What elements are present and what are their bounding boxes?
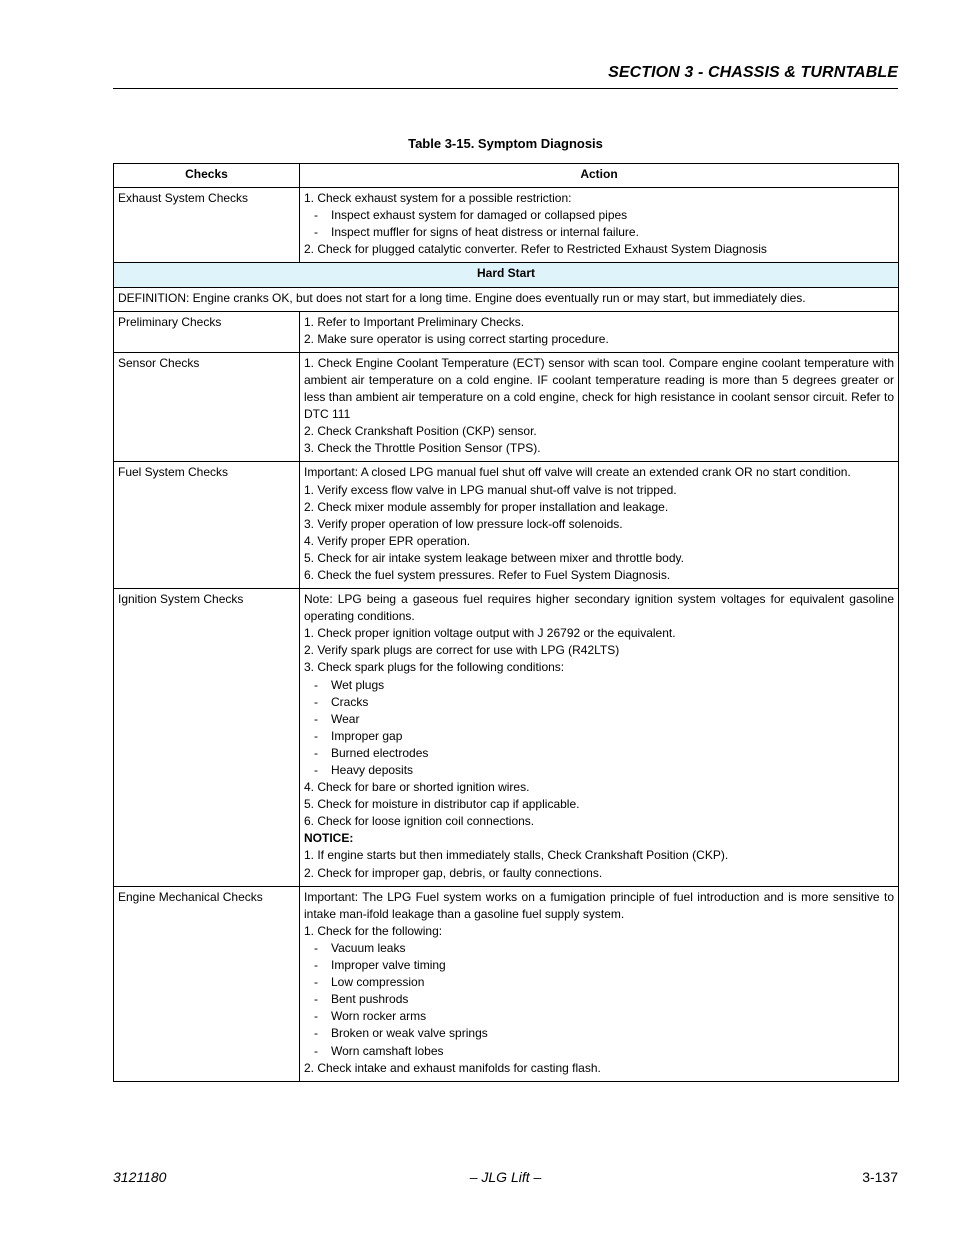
action-line: 2. Check for improper gap, debris, or faulty connections. <box>304 865 603 880</box>
table-row-preliminary <box>114 311 899 352</box>
notice-label: NOTICE: <box>304 831 354 846</box>
bullet-item: - Wear <box>314 711 360 726</box>
check-cell: Engine Mechanical Checks <box>114 886 300 1081</box>
action-line: 3. Check the Throttle Position Sensor (TPS). <box>304 441 541 456</box>
action-cell <box>300 311 899 352</box>
section-title: SECTION 3 - CHASSIS & TURNTABLE <box>608 64 898 81</box>
check-cell: Sensor Checks <box>114 352 300 462</box>
action-line: 6. Check for loose ignition coil connections. <box>304 814 535 829</box>
action-line: 1. Check for the following: <box>304 923 443 938</box>
action-line: 5. Check for moisture in distributor cap if applicable. <box>304 797 580 812</box>
footer-brand: – JLG Lift – <box>469 1169 542 1185</box>
table-row-mechanical <box>114 886 899 1081</box>
bullet-item: - Wet plugs <box>314 677 385 692</box>
document-number: 3121180 <box>113 1169 167 1185</box>
header-rule <box>113 88 898 89</box>
bullet-item: - Low compression <box>314 975 425 990</box>
table-row-sensor <box>114 352 899 462</box>
action-line: 3. Check spark plugs for the following conditions: <box>304 660 565 675</box>
check-cell: Fuel System Checks <box>114 462 300 589</box>
action-line: 1. Check exhaust system for a possible restriction: <box>304 191 572 206</box>
action-line: 1. Verify excess flow valve in LPG manual shut-off valve is not tripped. <box>304 482 677 497</box>
table-header-row <box>114 164 899 188</box>
table-row-exhaust <box>114 188 899 263</box>
check-cell: Preliminary Checks <box>114 311 300 352</box>
action-line: 3. Verify proper operation of low pressure lock-off solenoids. <box>304 516 623 531</box>
bullet-item: - Burned electrodes <box>314 745 429 760</box>
action-line: 2. Make sure operator is using correct starting procedure. <box>304 331 609 346</box>
column-header-checks: Checks <box>114 164 300 188</box>
definition-text: DEFINITION: Engine cranks OK, but does not start for a long time. Engine does eventually run or may start, but immediately dies. <box>114 287 899 311</box>
bullet-item: - Broken or weak valve springs <box>314 1026 488 1041</box>
action-line: 2. Check for plugged catalytic converter. Refer to Restricted Exhaust System Diagnosis <box>304 242 767 257</box>
action-line: 2. Check mixer module assembly for proper installation and leakage. <box>304 499 669 514</box>
action-line: 1. Check proper ignition voltage output with J 26792 or the equivalent. <box>304 626 676 641</box>
bullet-item: - Vacuum leaks <box>314 940 406 955</box>
action-cell <box>300 188 899 263</box>
column-header-action: Action <box>300 164 899 188</box>
action-cell <box>300 886 899 1081</box>
definition-row <box>114 287 899 311</box>
action-cell <box>300 589 899 887</box>
check-cell: Ignition System Checks <box>114 589 300 887</box>
hard-start-band <box>114 263 899 287</box>
bullet-item: - Inspect muffler for signs of heat distress or internal failure. <box>314 225 639 240</box>
action-line: 5. Check for air intake system leakage between mixer and throttle body. <box>304 550 684 565</box>
table-caption: Table 3-15. Symptom Diagnosis <box>408 136 603 151</box>
action-line: 2. Check intake and exhaust manifolds for casting flash. <box>304 1060 601 1075</box>
important-note: Important: A closed LPG manual fuel shut off valve will create an extended crank OR no start condition. <box>304 465 851 480</box>
action-cell <box>300 462 899 589</box>
table-row-fuel <box>114 462 899 589</box>
bullet-item: - Worn rocker arms <box>314 1009 427 1024</box>
bullet-item: - Inspect exhaust system for damaged or collapsed pipes <box>314 208 628 223</box>
action-line: 4. Check for bare or shorted ignition wires. <box>304 780 530 795</box>
action-line: 1. Refer to Important Preliminary Checks. <box>304 314 525 329</box>
symptom-diagnosis-table <box>113 163 899 1082</box>
action-line: 4. Verify proper EPR operation. <box>304 533 471 548</box>
action-cell <box>300 352 899 462</box>
table-row-ignition <box>114 589 899 887</box>
check-cell: Exhaust System Checks <box>114 188 300 263</box>
bullet-item: - Heavy deposits <box>314 763 414 777</box>
important-note: Important: The LPG Fuel system works on a fumigation principle of fuel introduction and is more sensitive to intake man-ifold leakage than a gasoline fuel supply system. <box>304 889 894 921</box>
bullet-item: - Cracks <box>314 694 369 709</box>
action-line: 1. If engine starts but then immediately stalls, Check Crankshaft Position (CKP). <box>304 848 729 863</box>
bullet-item: - Bent pushrods <box>314 992 409 1007</box>
bullet-item: - Worn camshaft lobes <box>314 1043 444 1058</box>
ignition-note: Note: LPG being a gaseous fuel requires higher secondary ignition system voltages for equivalent gasoline operating conditions. <box>304 592 894 624</box>
action-line: 2. Verify spark plugs are correct for use with LPG (R42LTS) <box>304 643 620 658</box>
action-line: 6. Check the fuel system pressures. Refer to Fuel System Diagnosis. <box>304 567 671 582</box>
page-number: 3-137 <box>862 1169 898 1185</box>
bullet-item: - Improper gap <box>314 728 403 743</box>
bullet-item: - Improper valve timing <box>314 958 446 973</box>
action-line: 1. Check Engine Coolant Temperature (ECT) sensor with scan tool. Compare engine coolant temperature with ambient air temperature on a cold engine. IF coolant temperature reading is more than 5 degrees greater or less than ambient air temperature on a cold engine, check for high resistance in coolant sensor circuit. Refer to DTC 111 <box>304 355 894 422</box>
action-line: 2. Check Crankshaft Position (CKP) sensor. <box>304 424 537 439</box>
hard-start-title: Hard Start <box>114 263 899 287</box>
